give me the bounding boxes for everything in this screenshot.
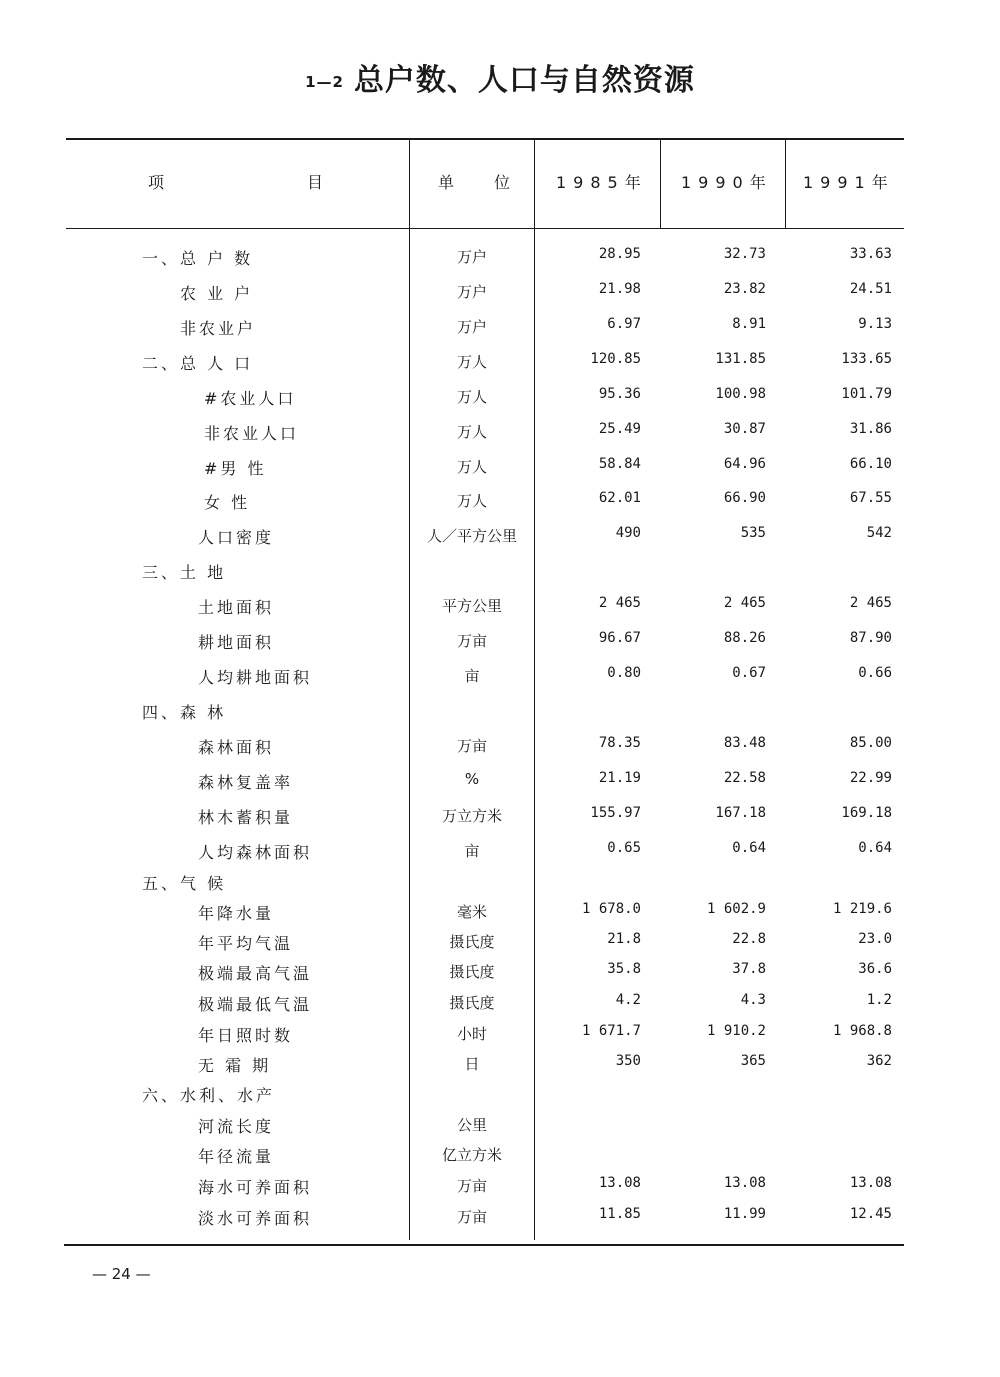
value-1990: 11.99 — [723, 1206, 766, 1222]
value-1991: 87.90 — [849, 630, 892, 646]
value-1985: 13.08 — [598, 1175, 641, 1191]
header-item-char: 项 — [148, 173, 165, 192]
value-1990: 4.3 — [740, 992, 766, 1008]
header-unit-char: 位 — [493, 173, 510, 192]
value-1991: 12.45 — [849, 1206, 892, 1222]
page-number: — 24 — — [92, 1265, 151, 1283]
value-1991: 13.08 — [849, 1175, 892, 1191]
header-item-char: 目 — [306, 173, 323, 192]
table-row — [0, 1114, 1000, 1140]
value-1985: 350 — [615, 1053, 641, 1069]
row-label: 人均耕地面积 — [198, 668, 313, 687]
value-1985: 28.95 — [598, 246, 641, 262]
value-1991: 31.86 — [849, 421, 892, 437]
value-1991: 23.0 — [858, 931, 892, 947]
row-unit: 万人 — [456, 353, 487, 371]
row-label: 极端最低气温 — [198, 995, 313, 1014]
header-unit-char: 单 — [438, 173, 455, 192]
row-unit: 万亩 — [456, 1208, 487, 1226]
row-label: 农 业 户 — [180, 284, 254, 303]
value-1985: 21.8 — [607, 931, 641, 947]
title-text: 总户数、人口与自然资源 — [353, 63, 695, 98]
row-unit: 万亩 — [456, 1177, 487, 1195]
row-label: 年降水量 — [198, 904, 275, 923]
table-row — [0, 525, 1000, 551]
value-1991: 169.18 — [841, 805, 892, 821]
row-unit: 公里 — [456, 1116, 487, 1134]
value-1985: 25.49 — [598, 421, 641, 437]
table-row — [0, 281, 1000, 307]
row-label: 土地面积 — [198, 598, 275, 617]
table-row — [0, 421, 1000, 447]
value-1990: 66.90 — [723, 490, 766, 506]
table-row — [0, 871, 1000, 897]
value-1991: 36.6 — [858, 961, 892, 977]
value-1990: 64.96 — [723, 456, 766, 472]
value-1991: 1 968.8 — [832, 1023, 892, 1039]
value-1985: 490 — [615, 525, 641, 541]
value-1991: 33.63 — [849, 246, 892, 262]
value-1985: 21.98 — [598, 281, 641, 297]
column-divider — [660, 140, 661, 228]
value-1991: 0.64 — [858, 840, 892, 856]
table-row — [0, 770, 1000, 796]
table-row — [0, 992, 1000, 1018]
value-1991: 2 465 — [849, 595, 892, 611]
value-1985: 2 465 — [598, 595, 641, 611]
table-row — [0, 901, 1000, 927]
value-1991: 362 — [866, 1053, 892, 1069]
row-unit: 万人 — [456, 388, 487, 406]
value-1991: 0.66 — [858, 665, 892, 681]
value-1990: 8.91 — [732, 316, 766, 332]
row-label: #农业人口 — [204, 389, 297, 408]
row-unit: 万户 — [456, 318, 487, 336]
value-1990: 83.48 — [723, 735, 766, 751]
row-unit: 亿立方米 — [441, 1146, 502, 1164]
value-1991: 85.00 — [849, 735, 892, 751]
table-top-rule — [66, 138, 904, 140]
table-row — [0, 595, 1000, 621]
table-row — [0, 1053, 1000, 1079]
row-label: 林木蓄积量 — [198, 808, 294, 827]
row-label: 人均森林面积 — [198, 843, 313, 862]
table-bottom-rule — [64, 1244, 904, 1246]
value-1991: 67.55 — [849, 490, 892, 506]
value-1985: 0.65 — [607, 840, 641, 856]
value-1985: 21.19 — [598, 770, 641, 786]
table-row — [0, 246, 1000, 272]
row-unit: % — [464, 770, 480, 788]
header-year-1985: 1985年 — [556, 173, 648, 192]
table-row — [0, 961, 1000, 987]
table-row — [0, 665, 1000, 691]
table-row — [0, 490, 1000, 516]
value-1990: 88.26 — [723, 630, 766, 646]
row-label: 四、森 林 — [142, 703, 227, 722]
row-unit: 亩 — [464, 842, 480, 860]
table-row — [0, 735, 1000, 761]
value-1990: 1 602.9 — [706, 901, 766, 917]
row-unit: 万人 — [456, 423, 487, 441]
row-label: 森林复盖率 — [198, 773, 294, 792]
row-label: 女 性 — [204, 493, 251, 512]
table-row — [0, 1144, 1000, 1170]
row-label: 无 霜 期 — [198, 1056, 272, 1075]
row-label: #男 性 — [204, 459, 267, 478]
header-bottom-rule — [66, 228, 904, 229]
value-1991: 542 — [866, 525, 892, 541]
value-1985: 96.67 — [598, 630, 641, 646]
value-1990: 23.82 — [723, 281, 766, 297]
table-row — [0, 1175, 1000, 1201]
value-1991: 66.10 — [849, 456, 892, 472]
table-row — [0, 316, 1000, 342]
value-1990: 30.87 — [723, 421, 766, 437]
row-unit: 万立方米 — [441, 807, 502, 825]
row-label: 极端最高气温 — [198, 964, 313, 983]
value-1990: 2 465 — [723, 595, 766, 611]
row-label: 六、水利、水产 — [142, 1086, 276, 1105]
value-1990: 22.8 — [732, 931, 766, 947]
value-1985: 6.97 — [607, 316, 641, 332]
row-unit: 万人 — [456, 458, 487, 476]
table-row — [0, 931, 1000, 957]
value-1990: 22.58 — [723, 770, 766, 786]
column-divider — [785, 140, 786, 228]
row-label: 一、总 户 数 — [142, 249, 254, 268]
value-1985: 58.84 — [598, 456, 641, 472]
row-unit: 摄氏度 — [449, 963, 495, 981]
header-year-1991: 1991年 — [803, 173, 895, 192]
row-unit: 万户 — [456, 248, 487, 266]
row-label: 年日照时数 — [198, 1026, 294, 1045]
row-unit: 万亩 — [456, 737, 487, 755]
value-1991: 1 219.6 — [832, 901, 892, 917]
value-1991: 24.51 — [849, 281, 892, 297]
value-1990: 37.8 — [732, 961, 766, 977]
row-label: 年平均气温 — [198, 934, 294, 953]
value-1985: 0.80 — [607, 665, 641, 681]
row-unit: 万亩 — [456, 632, 487, 650]
value-1985: 155.97 — [590, 805, 641, 821]
row-label: 河流长度 — [198, 1117, 275, 1136]
row-unit: 平方公里 — [441, 597, 502, 615]
row-unit: 毫米 — [456, 903, 487, 921]
row-label: 五、气 候 — [142, 874, 227, 893]
row-label: 耕地面积 — [198, 633, 275, 652]
header-year-1990: 1990年 — [681, 173, 773, 192]
value-1990: 13.08 — [723, 1175, 766, 1191]
value-1990: 167.18 — [715, 805, 766, 821]
value-1991: 101.79 — [841, 386, 892, 402]
table-row — [0, 1206, 1000, 1232]
row-unit: 万户 — [456, 283, 487, 301]
value-1985: 11.85 — [598, 1206, 641, 1222]
value-1985: 95.36 — [598, 386, 641, 402]
row-unit: 摄氏度 — [449, 933, 495, 951]
value-1990: 0.64 — [732, 840, 766, 856]
header-unit — [438, 170, 510, 193]
header-item — [148, 170, 323, 193]
row-unit: 人／平方公里 — [426, 527, 517, 545]
table-row — [0, 456, 1000, 482]
value-1985: 1 678.0 — [581, 901, 641, 917]
row-label: 人口密度 — [198, 528, 275, 547]
value-1990: 32.73 — [723, 246, 766, 262]
row-label: 淡水可养面积 — [198, 1209, 313, 1228]
table-row — [0, 1023, 1000, 1049]
value-1991: 22.99 — [849, 770, 892, 786]
row-label: 非农业户 — [180, 319, 257, 338]
value-1985: 35.8 — [607, 961, 641, 977]
value-1990: 100.98 — [715, 386, 766, 402]
page-title — [0, 55, 1000, 99]
row-unit: 小时 — [456, 1025, 487, 1043]
value-1991: 9.13 — [858, 316, 892, 332]
value-1985: 4.2 — [615, 992, 641, 1008]
table-row — [0, 1083, 1000, 1109]
value-1990: 365 — [740, 1053, 766, 1069]
row-unit: 日 — [464, 1055, 480, 1073]
value-1985: 62.01 — [598, 490, 641, 506]
row-label: 非农业人口 — [204, 424, 300, 443]
value-1991: 133.65 — [841, 351, 892, 367]
row-label: 三、土 地 — [142, 563, 227, 582]
row-label: 年径流量 — [198, 1147, 275, 1166]
table-row — [0, 630, 1000, 656]
value-1991: 1.2 — [866, 992, 892, 1008]
table-number: 1—2 — [305, 73, 344, 91]
row-unit: 亩 — [464, 667, 480, 685]
value-1985: 78.35 — [598, 735, 641, 751]
row-label: 森林面积 — [198, 738, 275, 757]
table-row — [0, 351, 1000, 377]
value-1990: 535 — [740, 525, 766, 541]
value-1985: 1 671.7 — [581, 1023, 641, 1039]
row-unit: 摄氏度 — [449, 994, 495, 1012]
table-row — [0, 805, 1000, 831]
table-row — [0, 560, 1000, 586]
row-unit: 万人 — [456, 492, 487, 510]
value-1990: 1 910.2 — [706, 1023, 766, 1039]
table-row — [0, 700, 1000, 726]
value-1990: 0.67 — [732, 665, 766, 681]
row-label: 二、总 人 口 — [142, 354, 254, 373]
table-row — [0, 386, 1000, 412]
row-label: 海水可养面积 — [198, 1178, 313, 1197]
table-row — [0, 840, 1000, 866]
value-1990: 131.85 — [715, 351, 766, 367]
value-1985: 120.85 — [590, 351, 641, 367]
